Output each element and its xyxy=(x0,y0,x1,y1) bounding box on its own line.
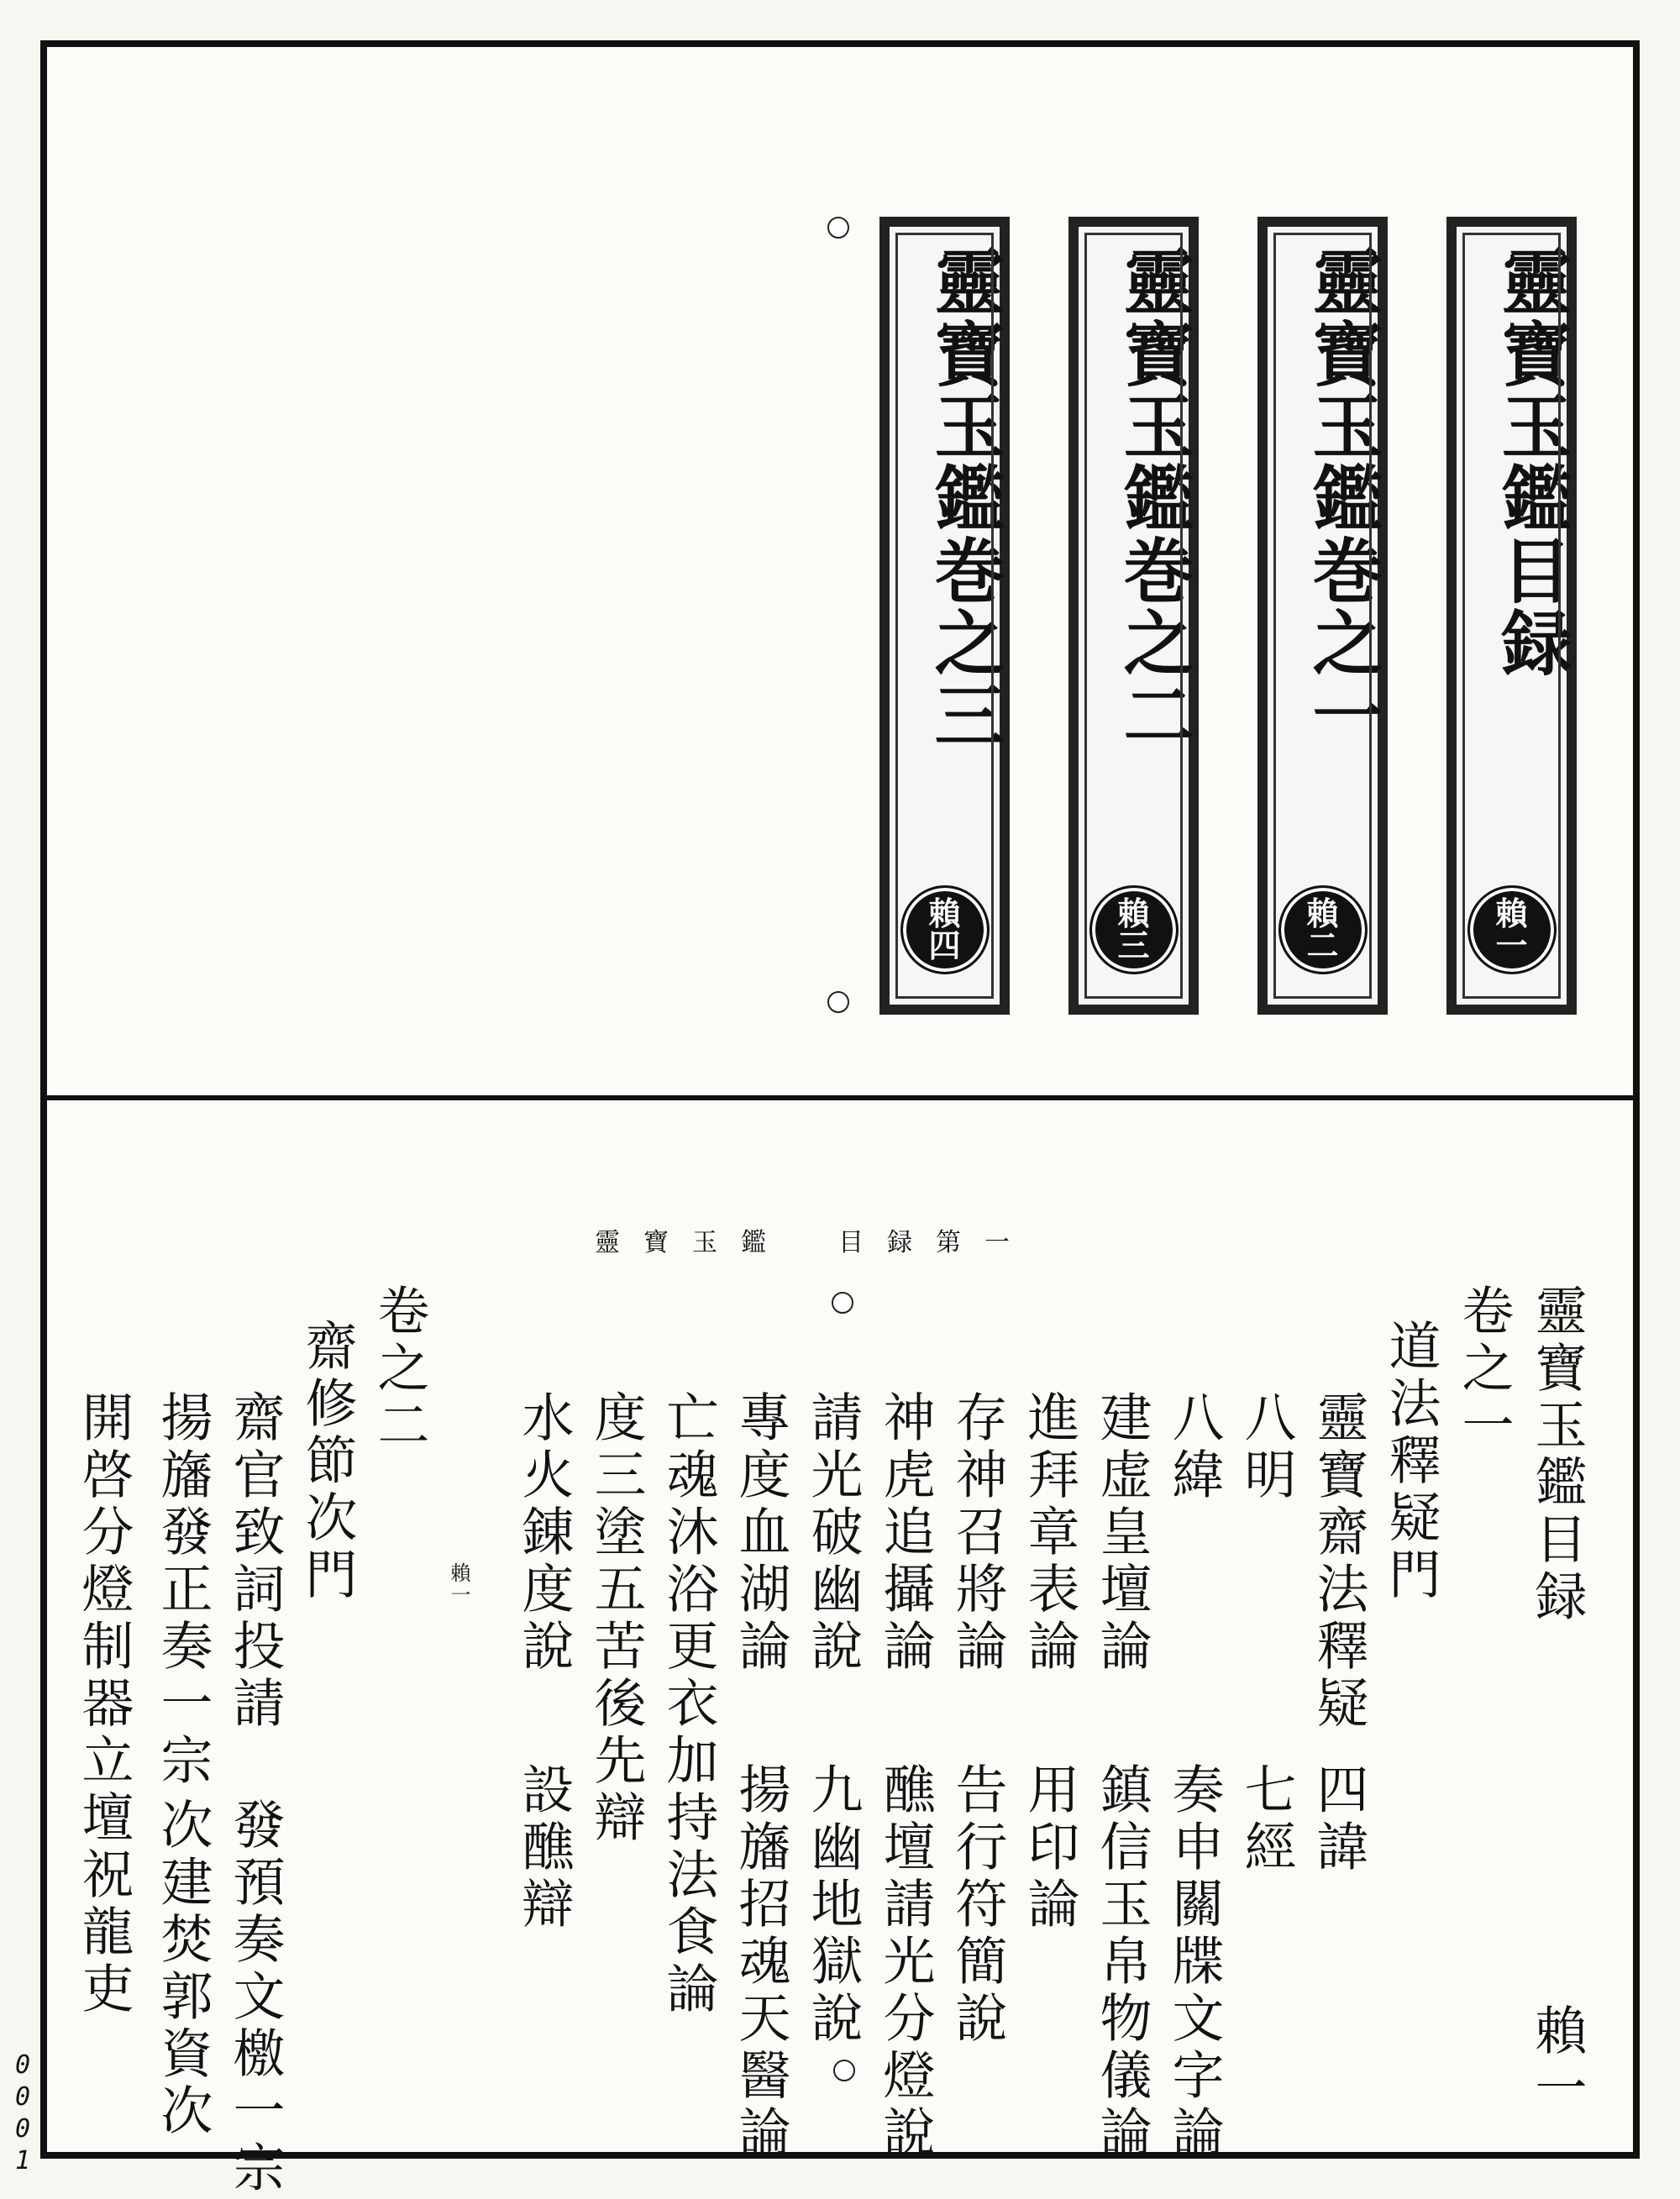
toc-entry: 八緯 xyxy=(1163,1390,1225,1504)
volume-title: 靈寶玉鑑巻之三 xyxy=(923,245,1006,751)
seal-icon xyxy=(900,885,990,974)
seal-bottom-text: 一 xyxy=(1495,926,1528,964)
toc-entry: 齋官致詞投請 xyxy=(224,1390,286,1733)
margin-volume-mark: 賴一 xyxy=(447,1562,470,1606)
toc-entry: 水火錬度說 xyxy=(513,1390,575,1676)
toc-entry: 醮壇請光分燈說 xyxy=(874,1762,936,2162)
toc-entry: 用印論 xyxy=(1019,1762,1080,1934)
seal-bottom-text: 四 xyxy=(928,926,961,964)
seal-bottom-text: 二 xyxy=(1306,926,1339,964)
toc-entry: 請光破幽說 xyxy=(802,1390,864,1676)
toc-entry: 四諱 xyxy=(1308,1762,1369,1876)
toc-entry: 八明 xyxy=(1236,1390,1297,1504)
seal-top-text: 賴 xyxy=(1495,895,1528,932)
toc-volume-heading: 卷之一 xyxy=(1453,1283,1515,1455)
toc-entry: 靈寶齋法釋疑 xyxy=(1308,1390,1369,1733)
toc-entry: 設醮辯 xyxy=(513,1762,575,1934)
page-number xyxy=(10,2049,35,2177)
toc-entry: 神虎追攝論 xyxy=(874,1390,936,1676)
volume-title: 靈寶玉鑑巻之一 xyxy=(1301,245,1384,751)
running-head: 靈寶玉鑑 目録第一 xyxy=(595,1228,1033,1257)
toc-entry: 九幽地獄說 xyxy=(802,1762,864,2048)
toc-entry: 次建焚郭資次 xyxy=(152,1798,213,2140)
seal-icon xyxy=(1089,885,1179,974)
seal-icon xyxy=(1467,885,1557,974)
seal-top-text: 賴 xyxy=(1306,895,1339,932)
toc-section-heading: 齋修節次門 xyxy=(297,1319,358,1604)
volume-label-4 xyxy=(879,217,1010,1015)
toc-entry: 亡魂沐浴更衣加持法食論 xyxy=(658,1390,719,2018)
toc-entry: 奏申關牒文字論 xyxy=(1163,1762,1225,2162)
toc-entry: 揚旛招魂天醫論 xyxy=(730,1762,791,2162)
binding-hole-icon xyxy=(833,2060,855,2081)
seal-top-text: 賴 xyxy=(1117,895,1150,932)
toc-entry: 進拜章表論 xyxy=(1019,1390,1080,1676)
page-number-text: 0001 xyxy=(14,2050,31,2175)
binding-hole-icon xyxy=(832,1292,853,1314)
toc-volume-heading: 卷之二 xyxy=(369,1283,430,1455)
toc-entry: 揚旛發正奏一宗 xyxy=(152,1390,213,1790)
volume-label-1 xyxy=(1446,217,1577,1015)
page-divider xyxy=(40,1095,1640,1100)
binding-hole-icon xyxy=(827,217,849,239)
binding-hole-icon xyxy=(827,991,849,1013)
toc-entry: 開啓分燈制器立壇祝龍吏 xyxy=(73,1390,134,2018)
seal-top-text: 賴 xyxy=(928,895,961,932)
toc-entry: 建虚皇壇論 xyxy=(1091,1390,1152,1676)
toc-entry: 存神召將論 xyxy=(947,1390,1008,1676)
toc-title: 靈寶玉鑑目録 xyxy=(1526,1283,1588,1626)
toc-section-heading: 道法釋疑門 xyxy=(1380,1319,1441,1604)
toc-title-volume-mark: 賴一 xyxy=(1526,2003,1588,2118)
volume-title: 靈寶玉鑑巻之二 xyxy=(1112,245,1195,751)
volume-label-3 xyxy=(1068,217,1199,1015)
volume-label-2 xyxy=(1257,217,1388,1015)
volume-title: 靈寶玉鑑目録 xyxy=(1490,245,1573,679)
toc-entry: 鎮信玉帛物儀論 xyxy=(1091,1762,1152,2162)
seal-bottom-text: 三 xyxy=(1117,926,1150,964)
toc-entry: 發預奏文檄一宗 xyxy=(224,1798,286,2197)
toc-entry: 度三塗五苦後先辯 xyxy=(585,1390,647,1847)
toc-entry: 專度血湖論 xyxy=(730,1390,791,1676)
toc-entry: 七經 xyxy=(1236,1762,1297,1876)
toc-entry: 告行符簡說 xyxy=(947,1762,1008,2048)
seal-icon xyxy=(1278,885,1368,974)
